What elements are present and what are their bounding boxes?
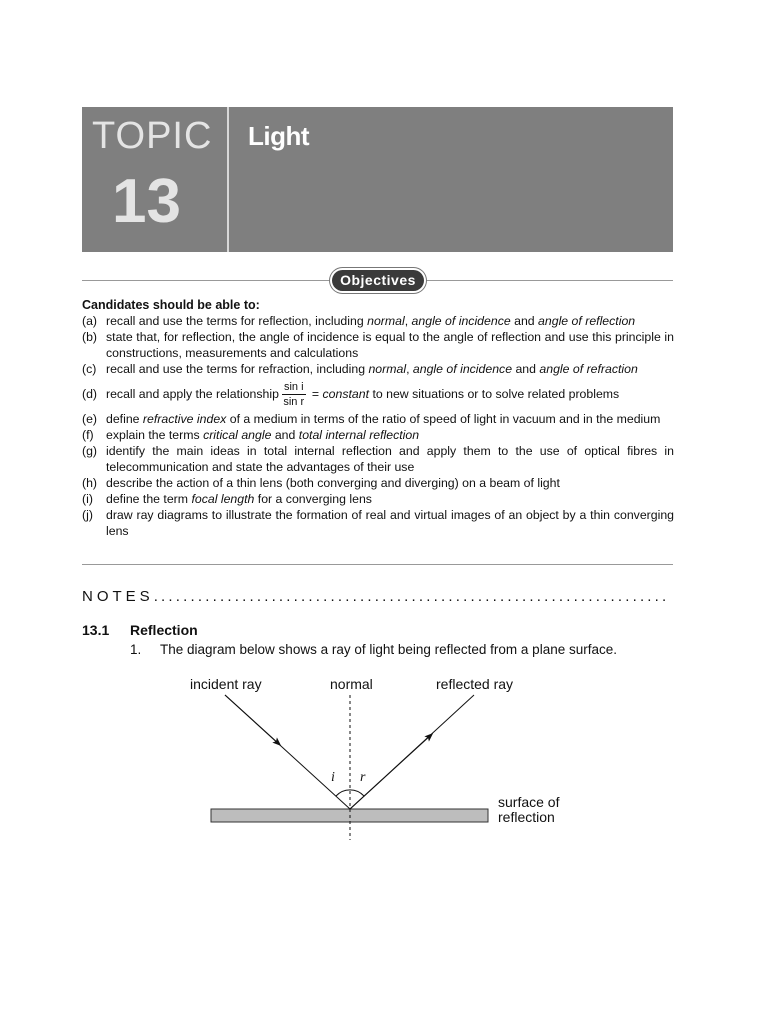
objective-text: define the term focal length for a converging lens: [106, 492, 372, 506]
incident-arrow-icon: [225, 695, 279, 744]
objective-item: [82, 443, 674, 475]
fraction-numerator: sin i: [283, 380, 304, 393]
objective-text: state that, for reflection, the angle of incidence is equal to the angle of reflection and use this principle in constructions, measurements and calculations: [106, 330, 674, 360]
objective-item: [82, 491, 674, 507]
incident-ray-label: incident ray: [190, 676, 262, 692]
objective-letter: (d): [82, 387, 98, 401]
objective-item: [82, 427, 674, 443]
objective-text: define refractive index of a medium in terms of the ratio of speed of light in vacuum and in the medium: [106, 412, 661, 426]
objective-item: [82, 411, 674, 427]
objective-letter: (e): [82, 412, 98, 426]
objective-letter: (i): [82, 492, 93, 506]
objective-letter: (c): [82, 362, 97, 376]
objective-letter: (g): [82, 444, 98, 458]
notes-dots: ......................................................................: [153, 588, 670, 605]
objectives-lead: Candidates should be able to:: [82, 298, 260, 312]
objective-letter: (j): [82, 508, 93, 522]
reflected-ray-label: reflected ray: [436, 676, 514, 692]
objective-item: [82, 475, 674, 491]
normal-label: normal: [330, 676, 373, 692]
objective-text: recall and use the terms for reflection, including normal, angle of incidence and angle of reflection: [106, 314, 636, 328]
topic-banner: [82, 107, 673, 252]
objective-item: [82, 377, 674, 411]
topic-number: 13: [112, 167, 181, 236]
objective-letter: (h): [82, 476, 98, 490]
topic-title: Light: [248, 121, 310, 151]
objectives-bottom-rule: [82, 564, 673, 565]
objective-item: [82, 507, 674, 539]
numbered-item: [130, 642, 675, 657]
section-heading: [82, 622, 198, 638]
reflection-diagram: [0, 660, 768, 850]
surface-label-line1: surface of: [498, 794, 560, 810]
objective-text: recall and apply the relationship $\frac{\text{sin i}}{\text{sin r}}$ = constant to new situations or to solve related problems: [106, 380, 620, 408]
objective-text: describe the action of a thin lens (both converging and diverging) on a beam of light: [106, 476, 560, 490]
topic-word: TOPIC: [92, 115, 213, 157]
snell-fraction: [282, 381, 306, 408]
item-text: The diagram below shows a ray of light being reflected from a plane surface.: [160, 642, 617, 657]
objectives-list: [82, 313, 674, 539]
objectives-badge: Objectives: [332, 270, 424, 291]
surface-label-line2: reflection: [498, 809, 555, 825]
angle-i-label: i: [331, 770, 335, 785]
banner-divider: [227, 107, 229, 252]
notes-word: NOTES: [82, 588, 154, 605]
notes-heading: [82, 588, 674, 605]
objective-text: explain the terms critical angle and total internal reflection: [106, 428, 420, 442]
objective-text: recall and use the terms for refraction, including normal, angle of incidence and angle of refraction: [106, 362, 638, 376]
section-number: 13.1: [82, 622, 110, 638]
objective-item: [82, 361, 674, 377]
objective-text: identify the main ideas in total internal reflection and apply them to the use of optical fibres in telecommunication and state the advantages of their use: [106, 444, 674, 474]
objective-letter: (f): [82, 428, 94, 442]
item-number: 1.: [130, 642, 142, 657]
fraction-denominator: sin r: [283, 395, 305, 408]
objective-item: [82, 313, 674, 329]
section-title: Reflection: [130, 622, 198, 638]
objective-item: [82, 329, 674, 361]
objective-letter: (b): [82, 330, 98, 344]
objective-text: draw ray diagrams to illustrate the formation of real and virtual images of an object by a thin converging lens: [106, 508, 674, 538]
angle-r-label: r: [360, 770, 366, 785]
objective-letter: (a): [82, 314, 98, 328]
